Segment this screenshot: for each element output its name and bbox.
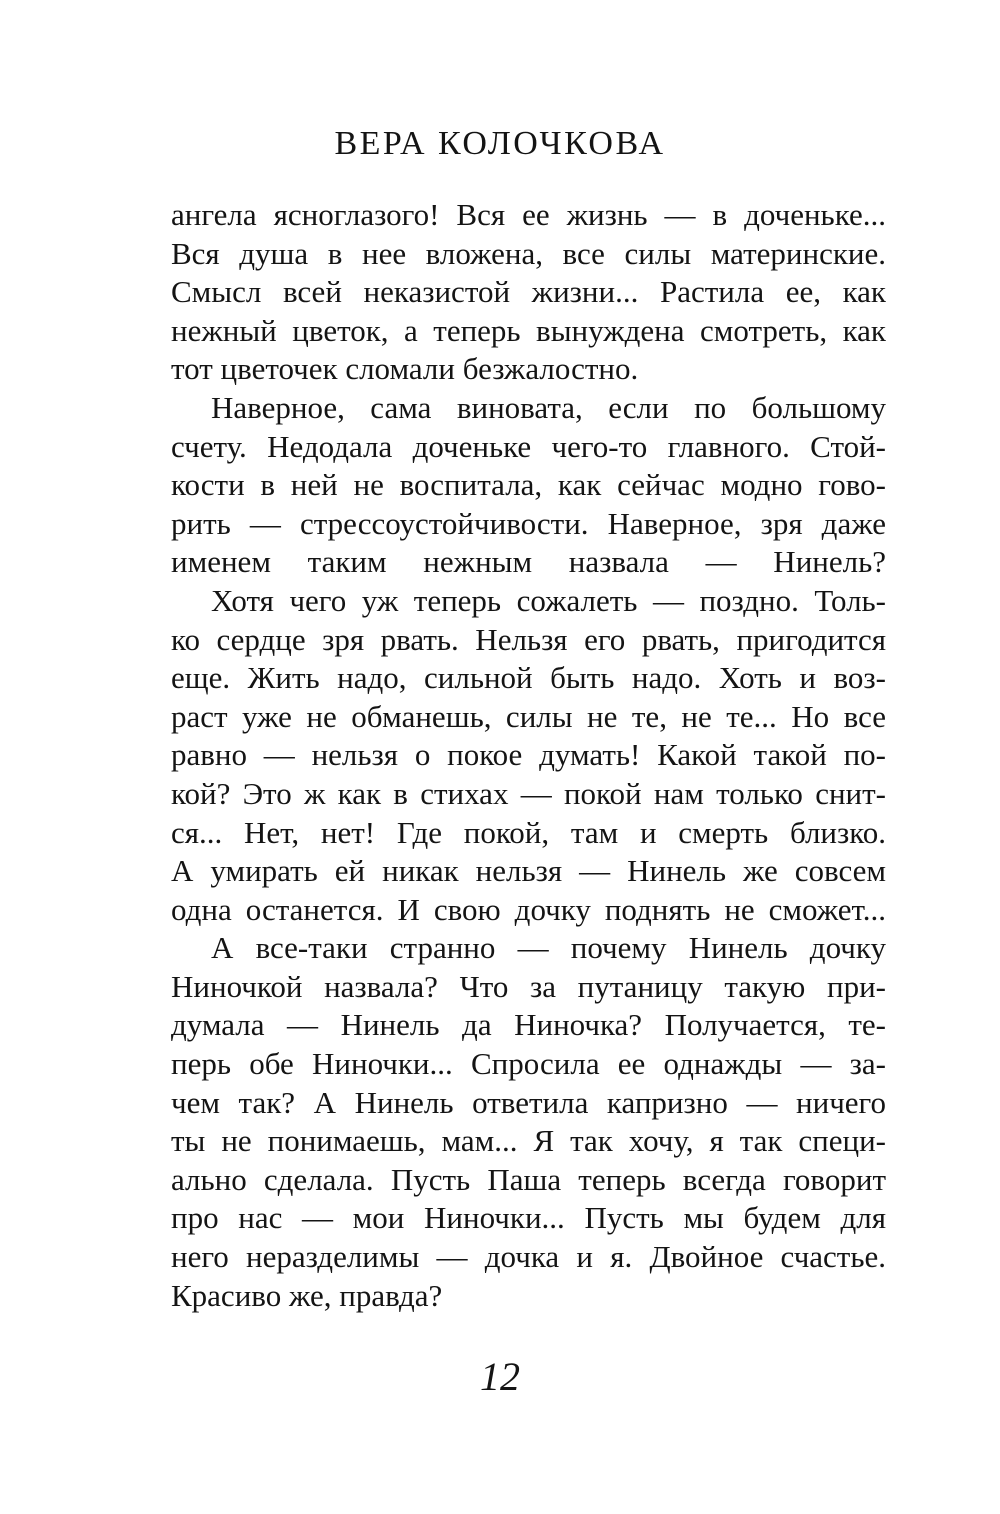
text-line: кости в ней не воспитала, как сейчас модно гово-: [171, 467, 886, 503]
text-line: думала — Нинель да Ниночка? Получается, те-: [171, 1007, 886, 1043]
text-line: еще. Жить надо, сильной быть надо. Хоть и воз-: [171, 660, 886, 696]
text-line: ся... Нет, нет! Где покой, там и смерть близко.: [171, 814, 886, 850]
text-line: перь обе Ниночки... Спросила ее однажды — за-: [171, 1046, 886, 1082]
text-line: А умирать ей никак нельзя — Нинель же совсем: [171, 853, 886, 889]
text-line: Хотя чего уж теперь сожалеть — поздно. Толь-: [211, 582, 886, 618]
text-line: Красиво же, правда?: [171, 1277, 443, 1313]
text-line: счету. Недодала доченьке чего-то главного. Стой-: [171, 428, 886, 464]
text-line: А все-таки странно — почему Нинель дочку: [211, 930, 886, 966]
text-line: Наверное, сама виновата, если по большому: [211, 389, 886, 425]
text-line: Ниночкой назвала? Что за путаницу такую при-: [171, 968, 886, 1004]
page-number: 12: [480, 1354, 520, 1399]
body-text: [171, 196, 886, 1315]
text-line: одна останется. И свою дочку поднять не сможет...: [171, 891, 886, 927]
text-line: про нас — мои Ниночки... Пусть мы будем для: [171, 1200, 886, 1236]
text-line: него неразделимы — дочка и я. Двойное счастье.: [171, 1239, 886, 1275]
text-line: тот цветочек сломали безжалостно.: [171, 351, 639, 387]
text-line: ально сделала. Пусть Паша теперь всегда говорит: [171, 1161, 886, 1197]
text-line: равно — нельзя о покое думать! Какой такой по-: [171, 737, 886, 773]
text-line: именем таким нежным назвала — Нинель?: [171, 544, 886, 580]
text-line: нежный цветок, а теперь вынуждена смотреть, как: [171, 312, 886, 348]
text-line: рить — стрессоустойчивости. Наверное, зря даже: [171, 505, 886, 541]
text-line: ангела ясноглазого! Вся ее жизнь — в доченьке...: [171, 197, 886, 232]
running-head-author: ВЕРА КОЛОЧКОВА: [334, 125, 666, 162]
text-line: кой? Это ж как в стихах — покой нам только снит-: [171, 775, 886, 811]
text-line: ко сердце зря рвать. Нельзя его рвать, пригодится: [171, 621, 886, 657]
text-line: раст уже не обманешь, силы не те, не те... Но все: [171, 698, 886, 734]
text-line: Смысл всей неказистой жизни... Растила ее, как: [171, 274, 886, 310]
text-line: Вся душа в нее вложена, все силы материнские.: [171, 235, 886, 271]
text-line: ты не понимаешь, мам... Я так хочу, я так специ-: [171, 1123, 886, 1159]
text-line: чем так? А Нинель ответила капризно — ничего: [171, 1084, 886, 1120]
